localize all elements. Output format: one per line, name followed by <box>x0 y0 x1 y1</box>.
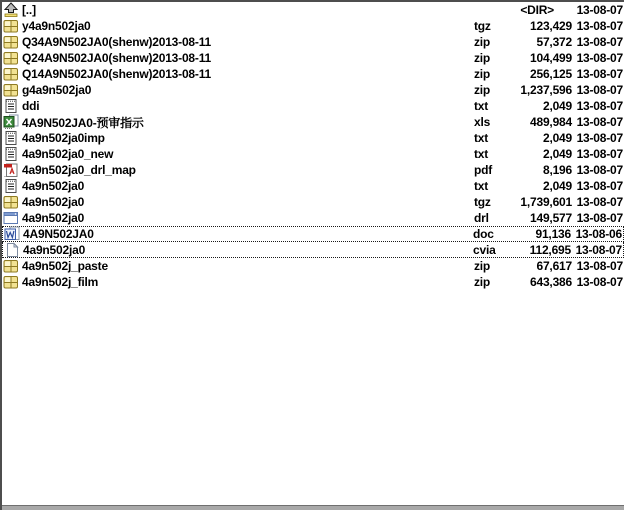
file-ext: xls <box>474 115 491 129</box>
file-date: 13-08-07 <box>576 3 623 17</box>
file-ext: txt <box>474 131 489 145</box>
file-name: Q24A9N502JA0(shenw)2013-08-11 <box>22 51 211 65</box>
archive-icon <box>3 66 19 82</box>
pdf-file-icon <box>3 162 19 178</box>
file-row[interactable] <box>2 82 624 98</box>
file-row[interactable] <box>2 274 624 290</box>
file-ext: tgz <box>474 19 491 33</box>
excel-file-icon <box>3 114 19 130</box>
file-date: 13-08-06 <box>575 227 622 241</box>
file-date: 13-08-07 <box>576 259 623 273</box>
file-date: 13-08-07 <box>576 275 623 289</box>
file-row[interactable] <box>2 226 624 242</box>
file-name: ddi <box>22 99 40 113</box>
file-ext: zip <box>474 35 491 49</box>
text-document-icon <box>3 146 19 162</box>
file-row[interactable] <box>2 130 624 146</box>
file-size: 2,049 <box>542 147 572 161</box>
file-size: 67,617 <box>536 259 572 273</box>
file-ext: doc <box>473 227 494 241</box>
file-name: g4a9n502ja0 <box>22 83 92 97</box>
parent-directory-icon <box>3 2 19 18</box>
file-size: <DIR> <box>520 3 554 17</box>
file-row[interactable] <box>2 258 624 274</box>
file-ext: txt <box>474 179 489 193</box>
file-name: 4a9n502ja0_new <box>22 147 114 161</box>
file-row[interactable] <box>2 146 624 162</box>
file-name: Q14A9N502JA0(shenw)2013-08-11 <box>22 67 211 81</box>
file-ext: txt <box>474 147 489 161</box>
file-ext: zip <box>474 51 491 65</box>
panel-bottom-edge <box>2 505 624 510</box>
file-date: 13-08-07 <box>576 83 623 97</box>
file-row[interactable] <box>2 98 624 114</box>
file-size: 2,049 <box>542 179 572 193</box>
file-ext: drl <box>474 211 489 225</box>
file-name: 4a9n502ja0_drl_map <box>22 163 136 177</box>
file-date: 13-08-07 <box>576 147 623 161</box>
file-date: 13-08-07 <box>576 195 623 209</box>
file-size: 112,695 <box>529 242 571 257</box>
file-date: 13-08-07 <box>575 242 622 257</box>
file-ext: txt <box>474 99 489 113</box>
file-size: 123,429 <box>530 19 572 33</box>
text-document-icon <box>3 98 19 114</box>
file-row[interactable] <box>2 18 624 34</box>
text-document-icon <box>3 178 19 194</box>
word-file-icon <box>4 226 20 242</box>
file-date: 13-08-07 <box>576 163 623 177</box>
file-ext: zip <box>474 67 491 81</box>
file-ext: zip <box>474 259 491 273</box>
file-date: 13-08-07 <box>576 51 623 65</box>
archive-icon <box>3 258 19 274</box>
file-ext: zip <box>474 83 491 97</box>
file-ext: cvia <box>473 242 496 257</box>
file-row[interactable] <box>2 114 624 130</box>
file-name: 4a9n502j_paste <box>22 259 108 273</box>
file-row[interactable] <box>2 210 624 226</box>
file-row[interactable] <box>2 50 624 66</box>
file-ext: zip <box>474 275 491 289</box>
archive-icon <box>3 274 19 290</box>
archive-icon <box>3 34 19 50</box>
file-size: 149,577 <box>530 211 572 225</box>
document-icon <box>4 242 20 258</box>
file-date: 13-08-07 <box>576 67 623 81</box>
file-name: 4a9n502ja0 <box>22 195 85 209</box>
archive-icon <box>3 194 19 210</box>
file-list <box>2 2 624 290</box>
file-size: 256,125 <box>530 67 572 81</box>
file-date: 13-08-07 <box>576 211 623 225</box>
file-size: 489,984 <box>530 115 572 129</box>
file-size: 1,739,601 <box>520 195 572 209</box>
window-icon <box>3 210 19 226</box>
file-name: 4a9n502ja0 <box>22 179 85 193</box>
file-row[interactable] <box>2 162 624 178</box>
file-name: 4a9n502ja0 <box>23 242 86 257</box>
file-size: 643,386 <box>530 275 572 289</box>
parent-dir-row[interactable] <box>2 2 624 18</box>
file-name: 4a9n502ja0imp <box>22 131 105 145</box>
archive-icon <box>3 50 19 66</box>
file-date: 13-08-07 <box>576 179 623 193</box>
file-row[interactable] <box>2 178 624 194</box>
file-name: y4a9n502ja0 <box>22 19 91 33</box>
file-size: 91,136 <box>535 227 571 241</box>
file-name: 4A9N502JA0-预审指示 <box>22 115 144 130</box>
file-date: 13-08-07 <box>576 35 623 49</box>
file-name: 4a9n502j_film <box>22 275 99 289</box>
file-size: 1,237,596 <box>520 83 572 97</box>
archive-icon <box>3 18 19 34</box>
file-size: 8,196 <box>542 163 572 177</box>
file-name: 4a9n502ja0 <box>22 211 85 225</box>
file-date: 13-08-07 <box>576 131 623 145</box>
file-date: 13-08-07 <box>576 115 623 129</box>
file-row[interactable] <box>2 66 624 82</box>
file-name: Q34A9N502JA0(shenw)2013-08-11 <box>22 35 211 49</box>
file-date: 13-08-07 <box>576 99 623 113</box>
file-ext: tgz <box>474 195 491 209</box>
file-row[interactable] <box>2 34 624 50</box>
file-size: 2,049 <box>542 131 572 145</box>
file-name: 4A9N502JA0 <box>23 227 94 241</box>
file-date: 13-08-07 <box>576 19 623 33</box>
archive-icon <box>3 82 19 98</box>
file-size: 104,499 <box>530 51 572 65</box>
file-row[interactable] <box>2 194 624 210</box>
file-row[interactable] <box>2 242 624 258</box>
text-document-icon <box>3 130 19 146</box>
file-size: 57,372 <box>536 35 572 49</box>
file-name: [..] <box>22 3 36 17</box>
file-size: 2,049 <box>542 99 572 113</box>
file-ext: pdf <box>474 163 493 177</box>
